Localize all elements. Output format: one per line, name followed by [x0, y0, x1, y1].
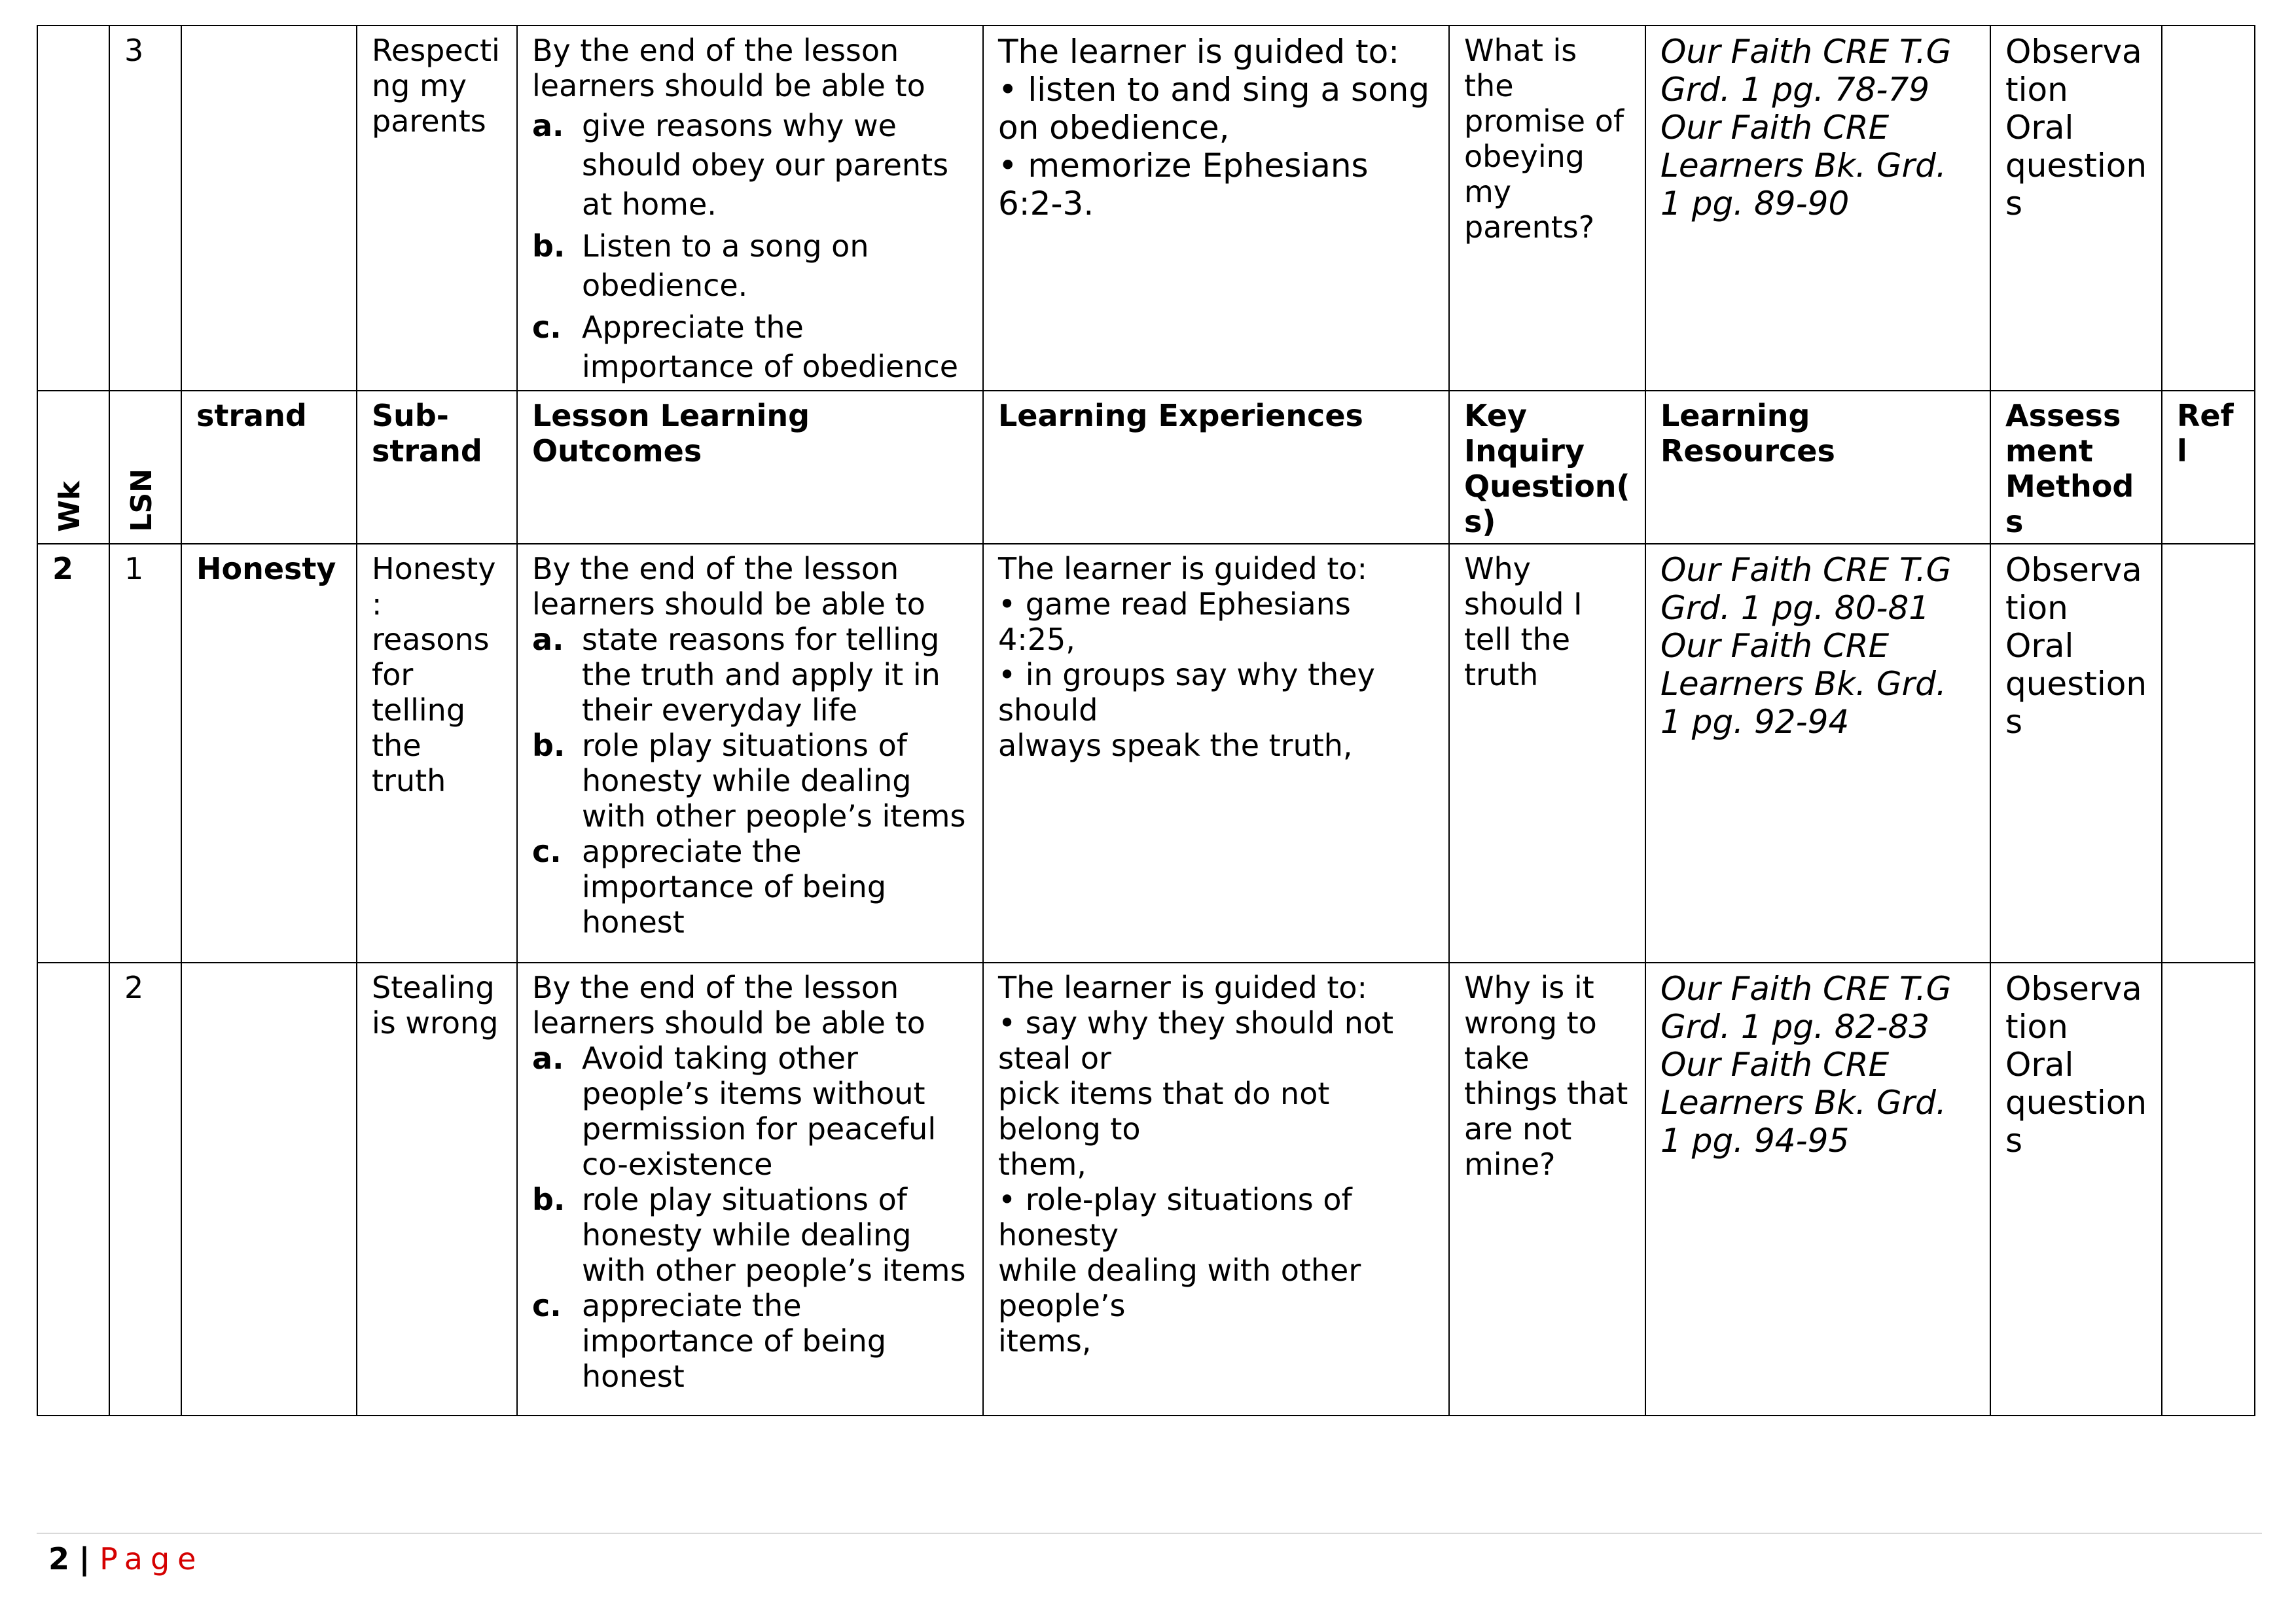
- outcome-text: appreciate the importance of being honest: [582, 834, 887, 940]
- experiences-cell: [983, 963, 1449, 1416]
- reflection-cell: [2162, 963, 2255, 1416]
- experience-line: items,: [998, 1323, 1092, 1359]
- outcome-text: Listen to a song on obedience.: [582, 228, 869, 303]
- table-row: [37, 963, 2255, 1416]
- outcome-letter: a.: [532, 622, 564, 657]
- outcome-letter: b.: [532, 228, 565, 264]
- strand-cell: [181, 26, 357, 391]
- resource-line: Our Faith CRE T.G Grd. 1 pg. 78-79: [1660, 33, 1952, 109]
- lesson-number-cell: 3: [109, 26, 181, 391]
- week-cell: [37, 26, 109, 391]
- page-word: Page: [99, 1541, 204, 1577]
- outcome-letter: a.: [532, 1041, 564, 1076]
- outcomes-list: [532, 106, 969, 386]
- outcome-letter: c.: [532, 834, 562, 869]
- assessment-line: Oral questions: [2005, 627, 2147, 741]
- outcome-item: [532, 834, 969, 940]
- experience-line: • game read Ephesians 4:25,: [998, 586, 1351, 657]
- header-inquiry: Key Inquiry Question(s): [1449, 391, 1645, 544]
- outcome-item: [532, 728, 969, 834]
- outcome-item: [532, 106, 969, 224]
- reflection-cell: [2162, 26, 2255, 391]
- experience-line: • in groups say why they should: [998, 657, 1375, 728]
- week-cell: 2: [37, 544, 109, 963]
- header-substrand: Sub-strand: [357, 391, 517, 544]
- outcomes-intro: By the end of the lesson learners should be able to: [532, 970, 925, 1041]
- reflection-cell: [2162, 544, 2255, 963]
- outcome-letter: c.: [532, 1288, 562, 1323]
- footer-separator: |: [79, 1541, 90, 1577]
- header-week-label: Wk: [53, 481, 86, 532]
- inquiry-question-cell: What is the promise of obeying my parents?: [1449, 26, 1645, 391]
- outcome-letter: c.: [532, 310, 562, 345]
- scheme-of-work-table: [37, 25, 2255, 1416]
- resource-line: Our Faith CRE Learners Bk. Grd. 1 pg. 94-95: [1660, 1046, 1946, 1160]
- outcomes-cell: [517, 544, 983, 963]
- header-week: [37, 391, 109, 544]
- header-experiences: Learning Experiences: [983, 391, 1449, 544]
- table-row: [37, 544, 2255, 963]
- resource-line: Our Faith CRE T.G Grd. 1 pg. 80-81: [1660, 551, 1952, 627]
- footer-divider: [37, 1533, 2262, 1534]
- assessment-cell: [1990, 963, 2162, 1416]
- experience-line: pick items that do not belong to: [998, 1076, 1330, 1147]
- substrand-cell: Honesty : reasons for telling the truth: [357, 544, 517, 963]
- substrand-cell: Stealing is wrong: [357, 963, 517, 1416]
- outcomes-intro: By the end of the lesson learners should be able to: [532, 33, 925, 103]
- outcome-item: [532, 308, 969, 386]
- assessment-line: Oral questions: [2005, 109, 2147, 223]
- strand-cell: [181, 963, 357, 1416]
- resources-cell: [1645, 26, 1990, 391]
- strand-cell: Honesty: [181, 544, 357, 963]
- substrand-cell: Respecting my parents: [357, 26, 517, 391]
- outcome-letter: a.: [532, 108, 564, 143]
- outcomes-list: [532, 622, 969, 940]
- resources-cell: [1645, 544, 1990, 963]
- experiences-cell: [983, 544, 1449, 963]
- experience-line: them,: [998, 1147, 1086, 1182]
- inquiry-question-cell: Why is it wrong to take things that are not mine?: [1449, 963, 1645, 1416]
- week-cell: [37, 963, 109, 1416]
- assessment-cell: [1990, 544, 2162, 963]
- outcome-text: give reasons why we should obey our parents at home.: [582, 108, 949, 222]
- outcome-item: [532, 1182, 969, 1288]
- outcomes-cell: [517, 26, 983, 391]
- outcome-item: [532, 1041, 969, 1182]
- header-assessment: Assessment Methods: [1990, 391, 2162, 544]
- header-reflection: Refl: [2162, 391, 2255, 544]
- experience-line: The learner is guided to:: [998, 551, 1368, 586]
- outcome-item: [532, 226, 969, 305]
- experience-line: • say why they should not steal or: [998, 1005, 1394, 1076]
- assessment-line: Observation: [2005, 551, 2142, 627]
- experience-line: while dealing with other people’s: [998, 1253, 1361, 1323]
- outcome-text: Appreciate the importance of obedience: [582, 310, 959, 384]
- assessment-line: Observation: [2005, 33, 2142, 109]
- outcome-item: [532, 622, 969, 728]
- experience-line: always speak the truth,: [998, 728, 1353, 763]
- header-lesson-label: LSN: [125, 469, 158, 532]
- experience-line: • role-play situations of honesty: [998, 1182, 1352, 1253]
- outcome-text: role play situations of honesty while dealing with other people’s items: [582, 1182, 966, 1288]
- experience-line: The learner is guided to:: [998, 33, 1400, 71]
- page-footer: [48, 1539, 204, 1578]
- inquiry-question-cell: Why should I tell the truth: [1449, 544, 1645, 963]
- experience-line: • memorize Ephesians 6:2-3.: [998, 147, 1369, 223]
- header-lesson: [109, 391, 181, 544]
- outcomes-list: [532, 1041, 969, 1394]
- lesson-number-cell: 2: [109, 963, 181, 1416]
- resource-line: Our Faith CRE T.G Grd. 1 pg. 82-83: [1660, 970, 1952, 1046]
- page-number: 2: [48, 1541, 70, 1577]
- outcome-text: appreciate the importance of being honest: [582, 1288, 887, 1394]
- header-resources: Learning Resources: [1645, 391, 1990, 544]
- outcomes-cell: [517, 963, 983, 1416]
- outcome-text: state reasons for telling the truth and apply it in their everyday life: [582, 622, 941, 728]
- outcome-letter: b.: [532, 1182, 565, 1217]
- assessment-line: Observation: [2005, 970, 2142, 1046]
- resources-cell: [1645, 963, 1990, 1416]
- experience-line: • listen to and sing a song on obedience,: [998, 71, 1430, 147]
- experiences-cell: [983, 26, 1449, 391]
- outcome-text: role play situations of honesty while dealing with other people’s items: [582, 728, 966, 834]
- outcomes-intro: By the end of the lesson learners should be able to: [532, 551, 925, 622]
- table-row: [37, 26, 2255, 391]
- assessment-cell: [1990, 26, 2162, 391]
- resource-line: Our Faith CRE Learners Bk. Grd. 1 pg. 92-94: [1660, 627, 1946, 741]
- outcome-item: [532, 1288, 969, 1394]
- outcome-text: Avoid taking other people’s items without permission for peaceful co-existence: [582, 1041, 937, 1182]
- table-header-row: [37, 391, 2255, 544]
- header-strand: strand: [181, 391, 357, 544]
- resource-line: Our Faith CRE Learners Bk. Grd. 1 pg. 89-90: [1660, 109, 1946, 223]
- assessment-line: Oral questions: [2005, 1046, 2147, 1160]
- outcome-letter: b.: [532, 728, 565, 763]
- lesson-number-cell: 1: [109, 544, 181, 963]
- header-outcomes: Lesson Learning Outcomes: [517, 391, 983, 544]
- experience-line: The learner is guided to:: [998, 970, 1368, 1005]
